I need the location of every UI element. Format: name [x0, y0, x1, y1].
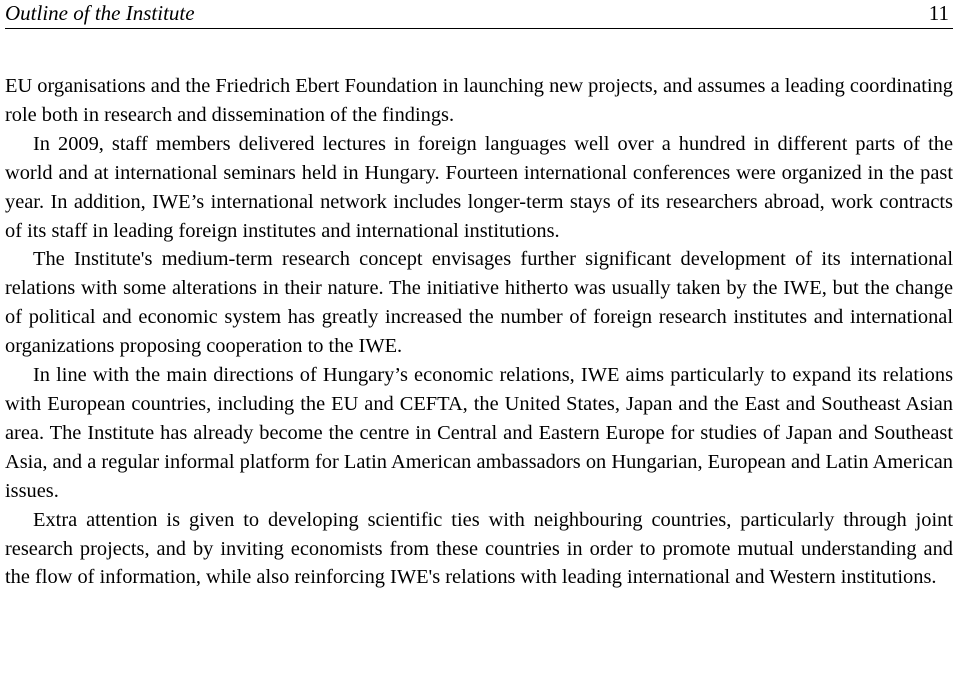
- page-number: 11: [928, 1, 949, 25]
- paragraph: Extra attention is given to developing scientific ties with neighbouring countries, particularly through joint research projects, and by inviting economists from these countries in order to promote mutual understanding and the flow of information, while also reinforcing IWE's relations with leading international and Western institutions.: [5, 508, 953, 589]
- paragraph-continued: EU organisations and the Friedrich Ebert Foundation in launching new projects, and assumes a leading coordinating role both in research and dissemination of the findings.: [5, 75, 953, 126]
- running-title: Outline of the Institute: [5, 1, 195, 25]
- running-header: [5, 0, 953, 29]
- body-text: [5, 72, 953, 592]
- paragraph: In 2009, staff members delivered lectures in foreign languages well over a hundred in different parts of the world and at international seminars held in Hungary. Fourteen international conferences were organized in the past year. In addition, IWE’s international network includes longer-term stays of its researchers abroad, work contracts of its staff in leading foreign institutes and international institutions.: [5, 132, 953, 242]
- paragraph: The Institute's medium-term research concept envisages further significant development of its international relations with some alterations in their nature. The initiative hitherto was usually taken by the IWE, but the change of political and economic system has greatly increased the number of foreign research institutes and international organizations proposing cooperation to the IWE.: [5, 248, 953, 358]
- paragraph: In line with the main directions of Hungary’s economic relations, IWE aims particularly to expand its relations with European countries, including the EU and CEFTA, the United States, Japan and the East and Southeast Asian area. The Institute has already become the centre in Central and Eastern Europe for studies of Japan and Southeast Asia, and a regular informal platform for Latin American ambassadors on Hungarian, European and Latin American issues.: [5, 364, 953, 502]
